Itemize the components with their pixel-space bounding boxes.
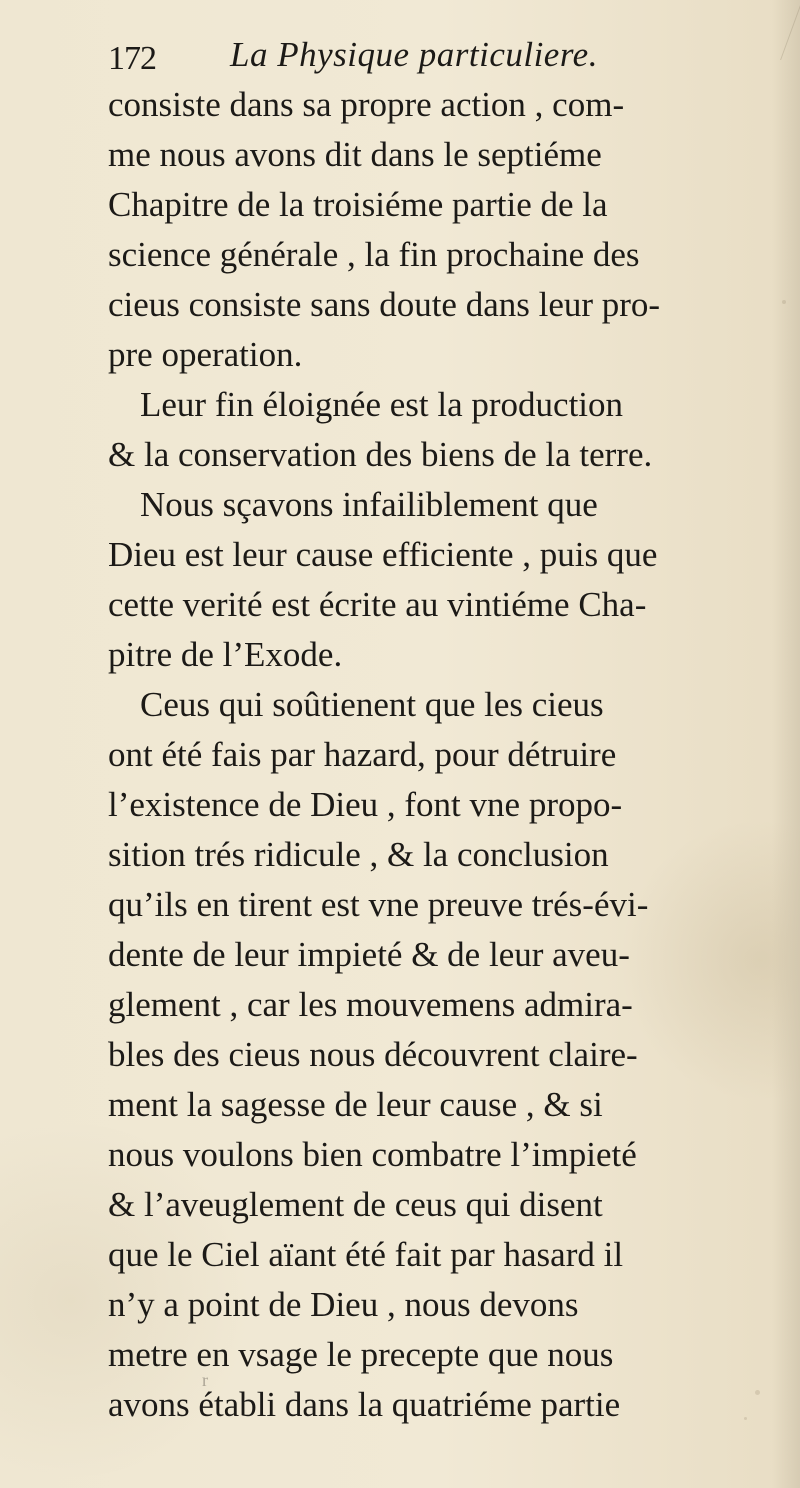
paper-speck — [744, 1417, 747, 1420]
page-number: 172 — [108, 40, 156, 77]
body-text — [108, 80, 770, 1430]
text-line: qu’ils en tirent est vne preuve trés-évi- — [108, 885, 649, 924]
text-line: Nous sçavons infailiblement que — [140, 485, 598, 524]
paper-speck — [782, 300, 786, 304]
text-line: ment la sagesse de leur cause , & si — [108, 1085, 603, 1124]
text-line: sition trés ridicule , & la conclusion — [108, 835, 609, 874]
text-line: & l’aveuglement de ceus qui disent — [108, 1185, 603, 1224]
text-line: avons établi dans la quatriéme partie — [108, 1385, 621, 1424]
text-line: ont été fais par hazard, pour détruire — [108, 735, 617, 774]
text-line: glement , car les mouvemens admira- — [108, 985, 633, 1024]
text-line: pre operation. — [108, 335, 303, 374]
text-line: me nous avons dit dans le septiéme — [108, 135, 602, 174]
text-line: cette verité est écrite au vintiéme Cha- — [108, 585, 647, 624]
text-line: metre en vsage le precepte que nous — [108, 1335, 614, 1374]
text-line: consiste dans sa propre action , com- — [108, 85, 625, 124]
paper-speck — [755, 1390, 760, 1395]
page-edge-shadow — [772, 0, 800, 1488]
text-line: n’y a point de Dieu , nous devons — [108, 1285, 579, 1324]
text-line: Dieu est leur cause efficiente , puis que — [108, 535, 658, 574]
text-line: que le Ciel aïant été fait par hasard il — [108, 1235, 624, 1274]
text-line: dente de leur impieté & de leur aveu- — [108, 935, 630, 974]
text-line: Chapitre de la troisiéme partie de la — [108, 185, 608, 224]
text-line: Leur fin éloignée est la production — [140, 385, 624, 424]
text-line: nous voulons bien combatre l’impieté — [108, 1135, 637, 1174]
text-line: cieus consiste sans doute dans leur pro- — [108, 285, 661, 324]
footer-mark: r — [202, 1370, 208, 1390]
text-line: bles des cieus nous découvrent claire- — [108, 1035, 638, 1074]
text-line: l’existence de Dieu , font vne propo- — [108, 785, 623, 824]
text-line: pitre de l’Exode. — [108, 635, 343, 674]
text-line: Ceus qui soûtienent que les cieus — [140, 685, 604, 724]
text-line: science générale , la fin prochaine des — [108, 235, 640, 274]
text-line: & la conservation des biens de la terre. — [108, 435, 653, 474]
running-title: La Physique particuliere. — [230, 35, 598, 74]
